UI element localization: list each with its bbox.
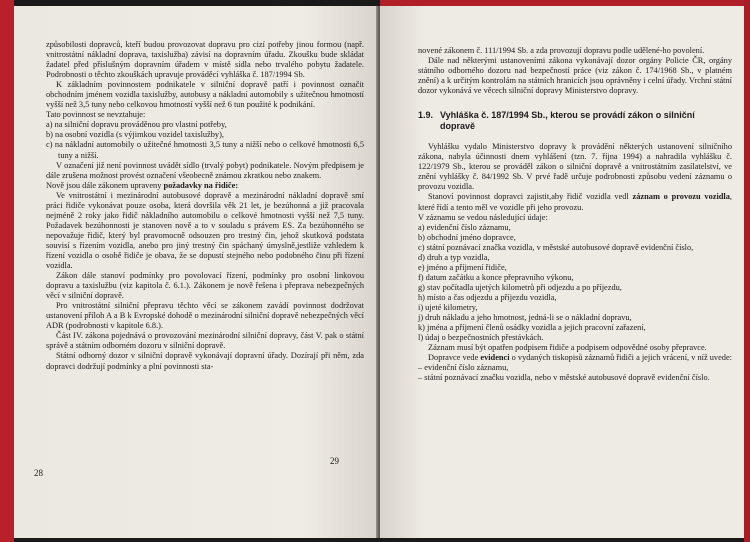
list-item (46, 140, 364, 160)
page-number-left: 28 (34, 468, 43, 478)
paragraph-text: j) druh nákladu a jeho hmotnost, jedná-li se o nákladní dopravu, (418, 313, 632, 323)
paragraph (46, 110, 364, 120)
right-page-text-body (418, 142, 732, 383)
paragraph-text: h) místo a čas odjezdu a příjezdu vozidla, (418, 292, 557, 302)
book-cover-left-edge (0, 0, 14, 542)
paragraph (418, 343, 732, 353)
list-item (418, 273, 732, 283)
paragraph-text: k) jména a příjmení členů osádky vozidla a jejich pracovní zařazení, (418, 323, 646, 333)
section-title: Vyhláška č. 187/1994 Sb., kterou se provádí zákon o silniční dopravě (440, 110, 695, 132)
list-item (418, 333, 732, 343)
paragraph-text: Pro vnitrostátní silniční přepravu těchto věcí se zákonem zavádí povinnost dodržovat ustanovení příloh A a B k Evropské dohodě o mezinárodní silniční dopravě nebezpečných věcí ADR (podrobnosti v kapitole 6.8.). (46, 301, 364, 331)
paragraph-text: b) na osobní vozidla (s výjimkou vozidel taxislužby), (46, 130, 224, 140)
paragraph-text: Státní odborný dozor v silniční dopravě vykonávají dopravní úřady. Dozírají při něm, zda dopravci dodržují podmínky a plní povinnosti sta- (46, 351, 364, 371)
list-item (418, 253, 732, 263)
paragraph-text: a) evidenční číslo záznamu, (418, 222, 511, 232)
list-item (418, 223, 732, 233)
paragraph-text: Stanoví povinnost dopravci zajistit,aby řidič vozidla vedl (428, 192, 633, 202)
paragraph-text: f) datum začátku a konce přepravního výkonu, (418, 272, 574, 282)
list-item (418, 303, 732, 313)
paragraph-text: c) státní poznávací značka vozidla, v městské autobusové dopravě evidenční číslo, (418, 242, 694, 252)
paragraph-text: e) jméno a příjmení řidiče, (418, 262, 507, 272)
list-item (418, 233, 732, 243)
bold-term: záznam o provozu vozidla (632, 192, 730, 202)
paragraph-text: způsobilosti dopravců, kteří budou provozovat dopravu pro cizí potřeby jinou formou (např. vnitrostátní nákladní doprava, taxislužba) závisí na dopravním úřadu. Zkoušku bude skládat žadatel před příslušným dopravním úřadem v místě sídla nebo trvalého pobytu žadatele. Podrobnosti o těchto zkouškách upravuje prováděcí vyhláška č. 187/1994 Sb. (46, 40, 364, 80)
paragraph (418, 56, 732, 96)
paragraph-text: l) údaj o bezpečnostních přestávkách. (418, 333, 544, 343)
bold-term: evidenci (480, 353, 510, 363)
right-page (380, 6, 744, 538)
paragraph (46, 181, 364, 191)
list-item (418, 313, 732, 323)
paragraph-text: i) ujeté kilometry, (418, 302, 478, 312)
paragraph-text: Záznam musí být opatřen podpisem řidiče a podpisem odpovědné osoby přepravce. (428, 343, 707, 353)
section-heading (418, 110, 732, 132)
paragraph-text: novené zákonem č. 111/1994 Sb. a zda provozují dopravu podle udělené-ho povolení. (418, 46, 705, 55)
paragraph-text: V označení již není povinnost uvádět sídlo (trvalý pobyt) podnikatele. Novým předpisem je dále zrušena možnost provést označení všeobecně známou zkratkou nebo znakem. (46, 160, 364, 180)
paragraph-text: Ve vnitrostátní i mezinárodní autobusové dopravě a mezinárodní nákladní dopravě smí práci řidiče vykonávat pouze osoba, která dovršila věk 21 let, je bezúhonná a již pracovala nejméně 2 roky jako řidič nákladního automobilu o celkové hmotnosti vyšší než 7,5 tuny. Požadavek bezúhonnosti je stanoven nově a to v souladu s právem ES. Za bezúhonného se nepovažuje řidič, který byl pravomocně odsouzen pro trestný čin, jehož skutková podstata souvisí s řízením vozidla, anebo pro jiný trestný čin spáchaný úmyslně,jestliže vzhledem k řízení vozidla o osobě řidiče je obava, že se dopustí stejného nebo podobného činu při řízení vozidla. (46, 190, 364, 271)
paragraph (418, 192, 732, 212)
paragraph (418, 213, 732, 223)
section-number: 1.9. (418, 110, 434, 121)
list-item (418, 373, 732, 383)
paragraph (46, 191, 364, 271)
paragraph-text-tail: o vydaných tiskopisů záznamů řidiči a jejich vrácení, v níž uvede: (509, 353, 732, 363)
book-cover-right-edge (744, 0, 750, 542)
paragraph (418, 46, 732, 56)
paragraph-text: Část IV. zákona pojednává o provozování mezinárodní silniční dopravy, část V. pak o státní správě a státním odborném dozoru v silniční dopravě. (46, 331, 364, 351)
paragraph-text: V záznamu se vedou následující údaje: (418, 212, 548, 222)
list-item (418, 243, 732, 253)
paragraph-text: g) stav počítadla ujetých kilometrů při odjezdu a po příjezdu, (418, 282, 622, 292)
list-item (418, 363, 732, 373)
paragraph-text: Dopravce vede (428, 353, 481, 363)
paragraph (46, 40, 364, 80)
paragraph-text: Vyhlášku vydalo Ministerstvo dopravy k provádění některých ustanovení silničního zákona, nabyla účinnosti dnem vyhlášení (tzn. 7. října 1994) a nahradila vyhlášku č. 122/1979 Sb., kterou se prováděl zákon o silniční dopravě a vnitrostátním zasílatelství, ve znění vyhlášky č. 84/1992 Sb. V prvé řadě určuje podrobnosti způsobu vedení záznamu o provozu vozidla. (418, 142, 732, 192)
paragraph-text: Zákon dále stanoví podmínky pro povolovací řízení, podmínky pro osobní linkovou dopravu a taxislužbu (viz kapitola č. 6.1.). Zákonem je nově řešena i přeprava nebezpečných věcí v silniční dopravě. (46, 271, 364, 301)
paragraph-text: Tato povinnost se nevztahuje: (46, 110, 146, 120)
paragraph-text: c) na nákladní automobily o užitečné hmotnosti 3,5 tuny a nižší nebo o celkové hmotnosti 6,5 tuny a nižší. (46, 140, 364, 160)
paragraph-text: Nově jsou dále zákonem upraveny (46, 180, 164, 190)
list-item (418, 293, 732, 303)
right-page-text-top (418, 46, 732, 96)
bold-term: požadavky na řidiče: (163, 180, 239, 190)
paragraph (418, 142, 732, 192)
list-item (46, 130, 364, 140)
paragraph (46, 331, 364, 351)
paragraph-text: – evidenční číslo záznamu, (418, 363, 509, 373)
left-page-text (46, 40, 364, 372)
list-item (418, 323, 732, 333)
paragraph-text: K základním povinnostem podnikatele v silniční dopravě patří i povinnost označit obchodním jménem vozidla taxislužby, autobusy a nákladní automobily s užitečnou hmotností vyšší než 3,5 tuny nebo celkovou hmotností vyšší než 6 tun použité k podnikání. (46, 80, 364, 110)
paragraph-text: b) obchodní jméno dopravce, (418, 232, 516, 242)
paragraph-text: – státní poznávací značku vozidla, nebo v městské autobusové dopravě evidenční číslo. (418, 373, 710, 383)
list-item (418, 263, 732, 273)
paragraph-text-tail: , které řídí a tento měl ve vozidle při jeho provozu. (418, 192, 732, 212)
paragraph (418, 353, 732, 363)
paragraph-text: d) druh a typ vozidla, (418, 252, 490, 262)
list-item (418, 283, 732, 293)
paragraph-text: Dále nad některými ustanoveními zákona vykonávají dozor orgány Policie ČR, orgány státního odborného dozoru nad bezpečností práce (viz zákon č. 174/1968 Sb., v platném znění) a k určitým kontrolám na státních hranicích jsou oprávněny i celní úřady. Vrchní státní dozor vykonává ve věcech silniční dopravy Ministerstvo dopravy. (418, 56, 732, 96)
paragraph (46, 161, 364, 181)
paragraph-text: a) na silniční dopravu prováděnou pro vlastní potřeby, (46, 120, 227, 130)
paragraph (46, 301, 364, 331)
page-number-right: 29 (330, 456, 339, 466)
list-item (46, 120, 364, 130)
paragraph (46, 271, 364, 301)
paragraph (46, 80, 364, 110)
left-page (14, 6, 378, 538)
paragraph (46, 351, 364, 371)
